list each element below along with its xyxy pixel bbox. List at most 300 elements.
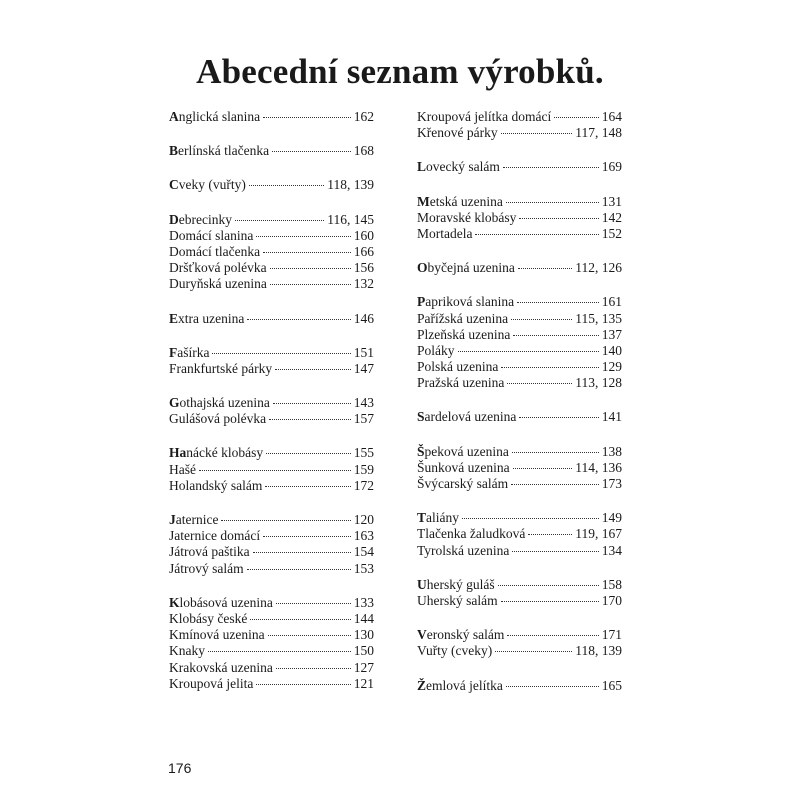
- entry-name: [417, 194, 503, 210]
- entry-pages: 162: [353, 109, 374, 124]
- entry-text: Gulášová polévka: [169, 411, 267, 427]
- dot-leader: [199, 470, 351, 471]
- index-letter-group: [417, 294, 622, 391]
- entry-pages: 171: [601, 627, 622, 643]
- dot-leader: [221, 520, 350, 521]
- entry-name: [169, 627, 265, 643]
- dot-leader: [513, 468, 573, 469]
- entry-name: [169, 109, 260, 125]
- index-entry: [169, 276, 374, 292]
- entry-initial: Š: [417, 443, 425, 459]
- index-entry: [417, 311, 622, 327]
- index-entry: [417, 359, 622, 375]
- entry-text: emlová jelítka: [426, 677, 503, 693]
- entry-name: [417, 444, 509, 460]
- index-entry: [417, 526, 622, 542]
- index-entry: [417, 444, 622, 460]
- entry-initial: U: [417, 576, 427, 592]
- entry-initial: E: [169, 310, 179, 326]
- index-entry: [169, 611, 374, 627]
- index-entry: [417, 226, 622, 242]
- entry-pages: 138: [601, 443, 622, 459]
- entry-initial: S: [417, 409, 425, 425]
- entry-text: ardelová uzenina: [424, 409, 517, 425]
- entry-initial: K: [169, 594, 180, 610]
- index-entry: [169, 228, 374, 244]
- entry-name: [417, 226, 472, 242]
- index-entry: [417, 260, 622, 276]
- dot-leader: [263, 117, 351, 118]
- entry-text: aternice: [175, 512, 219, 527]
- entry-text: Plzeňská uzenina: [417, 326, 511, 342]
- dot-leader: [270, 268, 351, 269]
- entry-pages: 118, 139: [327, 177, 374, 193]
- entry-pages: 127: [353, 659, 374, 675]
- entry-initial: A: [169, 109, 179, 124]
- entry-name: [417, 159, 500, 175]
- entry-pages: 144: [353, 610, 374, 626]
- dot-leader: [256, 236, 350, 237]
- index-entry: [169, 345, 374, 361]
- entry-name: [169, 143, 269, 159]
- index-letter-group: [417, 409, 622, 425]
- index-entry: [169, 109, 374, 125]
- dot-leader: [250, 619, 350, 620]
- index-letter-group: [417, 159, 622, 175]
- index-entry: [417, 109, 622, 125]
- index-entry: [417, 327, 622, 343]
- entry-text: othajská uzenina: [179, 395, 270, 411]
- index-letter-group: [169, 395, 374, 427]
- index-entry: [169, 143, 374, 159]
- entry-name: [169, 411, 266, 427]
- dot-leader: [517, 302, 599, 303]
- entry-pages: 131: [601, 193, 622, 209]
- entry-pages: 158: [601, 576, 622, 592]
- entry-name: [417, 643, 492, 659]
- entry-name: [417, 593, 498, 609]
- index-letter-group: [417, 260, 622, 276]
- entry-text: Tlačenka žaludková: [417, 526, 526, 542]
- entry-pages: 165: [601, 677, 622, 693]
- entry-text: Domácí tlačenka: [169, 243, 261, 259]
- entry-name: [169, 528, 260, 544]
- entry-pages: 147: [353, 360, 374, 376]
- entry-name: [169, 544, 250, 560]
- entry-text: Křenové párky: [417, 125, 498, 141]
- entry-text: Játrová paštika: [169, 544, 250, 560]
- entry-pages: 164: [601, 109, 622, 124]
- entry-pages: 121: [353, 675, 374, 691]
- index-letter-group: [417, 444, 622, 493]
- entry-text: ebrecinky: [178, 211, 232, 227]
- entry-text: Klobásy české: [169, 610, 248, 626]
- entry-name: [169, 512, 218, 528]
- entry-text: apriková slanina: [425, 294, 515, 310]
- dot-leader: [269, 419, 351, 420]
- entry-pages: 115, 135: [575, 310, 622, 326]
- entry-text: Játrový salám: [169, 560, 244, 576]
- entry-text: peková uzenina: [424, 443, 509, 459]
- entry-text: Vuřty (cveky): [417, 643, 493, 659]
- entry-name: [417, 543, 509, 559]
- entry-text: Poláky: [417, 342, 455, 358]
- dot-leader: [528, 534, 572, 535]
- index-entry: [169, 478, 374, 494]
- entry-name: [169, 445, 263, 461]
- entry-pages: 116, 145: [327, 211, 374, 227]
- dot-leader: [501, 601, 599, 602]
- entry-initial: Ha: [169, 445, 187, 461]
- entry-name: [169, 561, 244, 577]
- dot-leader: [512, 551, 598, 552]
- index-entry: [417, 409, 622, 425]
- index-entry: [417, 343, 622, 359]
- index-letter-group: [417, 109, 622, 141]
- dot-leader: [511, 319, 572, 320]
- dot-leader: [263, 536, 351, 537]
- entry-pages: 118, 139: [575, 643, 622, 659]
- index-letter-group: [169, 212, 374, 293]
- index-entry: [169, 177, 374, 193]
- entry-pages: 152: [601, 225, 622, 241]
- entry-name: [169, 228, 253, 244]
- entry-name: [169, 643, 205, 659]
- dot-leader: [513, 335, 598, 336]
- entry-text: veky (vuřty): [178, 177, 246, 193]
- entry-text: Holandský salám: [169, 477, 263, 493]
- entry-initial: F: [169, 344, 178, 360]
- index-entry: [169, 361, 374, 377]
- index-entry: [169, 260, 374, 276]
- entry-name: [169, 276, 267, 292]
- entry-name: [169, 478, 262, 494]
- entry-initial: Ž: [417, 677, 427, 693]
- entry-initial: O: [417, 260, 428, 276]
- entry-text: herský guláš: [426, 576, 495, 592]
- index-entry: [417, 476, 622, 492]
- dot-leader: [247, 319, 350, 320]
- entry-pages: 159: [353, 461, 374, 477]
- entry-pages: 153: [353, 560, 374, 576]
- dot-leader: [507, 635, 598, 636]
- page-number: 176: [168, 760, 192, 776]
- index-entry: [417, 593, 622, 609]
- index-entry: [169, 395, 374, 411]
- entry-text: Pražská uzenina: [417, 375, 505, 391]
- entry-name: [169, 595, 273, 611]
- entry-name: [169, 462, 196, 478]
- dot-leader: [554, 117, 599, 118]
- entry-text: Šunková uzenina: [417, 459, 510, 475]
- entry-name: [169, 676, 253, 692]
- entry-pages: 112, 126: [575, 260, 622, 276]
- entry-pages: 130: [353, 627, 374, 643]
- index-letter-group: [169, 311, 374, 327]
- dot-leader: [501, 133, 573, 134]
- dot-leader: [235, 220, 324, 221]
- dot-leader: [270, 284, 351, 285]
- entry-name: [417, 260, 515, 276]
- entry-pages: 146: [353, 310, 374, 326]
- index-letter-group: [417, 627, 622, 659]
- entry-pages: 161: [601, 294, 622, 310]
- entry-name: [169, 345, 209, 361]
- index-entry: [169, 528, 374, 544]
- dot-leader: [507, 383, 572, 384]
- entry-text: Domácí slanina: [169, 227, 254, 243]
- entry-pages: 132: [353, 276, 374, 292]
- entry-text: Knaky: [169, 643, 205, 659]
- dot-leader: [273, 403, 351, 404]
- dot-leader: [253, 552, 351, 553]
- index-letter-group: [169, 512, 374, 577]
- dot-leader: [495, 651, 572, 652]
- index-column-right: [417, 109, 622, 712]
- entry-text: aliány: [426, 510, 460, 526]
- index-entry: [169, 561, 374, 577]
- index-entry: [417, 543, 622, 559]
- entry-name: [169, 177, 246, 193]
- entry-text: ašírka: [177, 344, 210, 360]
- entry-pages: 154: [353, 544, 374, 560]
- entry-pages: 114, 136: [575, 459, 622, 475]
- dot-leader: [498, 585, 599, 586]
- entry-pages: 157: [353, 411, 374, 427]
- entry-text: Kmínová uzenina: [169, 627, 265, 643]
- entry-name: [417, 125, 498, 141]
- entry-text: Moravské klobásy: [417, 209, 517, 225]
- entry-initial: V: [417, 627, 427, 643]
- entry-text: Frankfurtské párky: [169, 360, 273, 376]
- dot-leader: [518, 268, 572, 269]
- dot-leader: [276, 668, 351, 669]
- entry-text: nácké klobásy: [186, 445, 264, 461]
- index-letter-group: [417, 678, 622, 694]
- dot-leader: [501, 367, 598, 368]
- entry-name: [417, 460, 510, 476]
- dot-leader: [266, 453, 351, 454]
- entry-pages: 120: [353, 512, 374, 527]
- index-entry: [169, 212, 374, 228]
- entry-name: [417, 375, 504, 391]
- entry-pages: 166: [353, 243, 374, 259]
- dot-leader: [275, 369, 351, 370]
- entry-text: Jaternice domácí: [169, 528, 261, 544]
- index-letter-group: [169, 445, 374, 494]
- entry-text: Dršťková polévka: [169, 260, 267, 276]
- index-entry: [169, 660, 374, 676]
- entry-initial: C: [169, 177, 179, 193]
- entry-pages: 156: [353, 260, 374, 276]
- index-entry: [169, 445, 374, 461]
- index-entry: [417, 678, 622, 694]
- entry-pages: 160: [353, 227, 374, 243]
- entry-pages: 143: [353, 395, 374, 411]
- index-entry: [169, 595, 374, 611]
- index-letter-group: [417, 194, 622, 243]
- entry-pages: 141: [601, 409, 622, 425]
- entry-text: Pařížská uzenina: [417, 310, 509, 326]
- entry-pages: 140: [601, 342, 622, 358]
- dot-leader: [462, 518, 599, 519]
- dot-leader: [272, 151, 351, 152]
- dot-leader: [475, 234, 598, 235]
- dot-leader: [268, 635, 351, 636]
- dot-leader: [263, 252, 351, 253]
- index-column-left: [169, 109, 374, 710]
- dot-leader: [506, 202, 599, 203]
- dot-leader: [511, 484, 599, 485]
- dot-leader: [212, 353, 350, 354]
- index-entry: [417, 460, 622, 476]
- entry-text: ovecký salám: [426, 159, 500, 175]
- entry-initial: D: [169, 211, 179, 227]
- index-entry: [417, 643, 622, 659]
- entry-text: Polská uzenina: [417, 359, 499, 375]
- entry-text: etská uzenina: [429, 193, 503, 209]
- index-letter-group: [169, 595, 374, 692]
- entry-name: [417, 109, 551, 125]
- entry-pages: 149: [601, 510, 622, 526]
- entry-name: [417, 409, 516, 425]
- index-letter-group: [417, 577, 622, 609]
- entry-name: [417, 476, 508, 492]
- entry-name: [169, 611, 247, 627]
- entry-pages: 119, 167: [575, 526, 622, 542]
- entry-text: Švýcarský salám: [417, 476, 509, 491]
- entry-text: xtra uzenina: [178, 310, 245, 326]
- entry-name: [417, 627, 504, 643]
- entry-name: [169, 660, 273, 676]
- entry-pages: 155: [353, 445, 374, 461]
- entry-pages: 134: [601, 542, 622, 558]
- index-entry: [417, 627, 622, 643]
- entry-pages: 151: [353, 344, 374, 360]
- index-letter-group: [169, 345, 374, 377]
- index-entry: [417, 125, 622, 141]
- dot-leader: [506, 686, 599, 687]
- dot-leader: [519, 218, 598, 219]
- entry-pages: 163: [353, 528, 374, 544]
- index-entry: [169, 512, 374, 528]
- index-entry: [169, 676, 374, 692]
- entry-name: [169, 395, 270, 411]
- dot-leader: [503, 167, 599, 168]
- entry-text: byčejná uzenina: [427, 260, 515, 276]
- entry-pages: 170: [601, 592, 622, 608]
- entry-initial: L: [417, 159, 427, 175]
- entry-pages: 169: [601, 159, 622, 175]
- index-entry: [169, 627, 374, 643]
- entry-text: Kroupová jelita: [169, 675, 254, 691]
- entry-initial: P: [417, 294, 426, 310]
- entry-initial: M: [417, 193, 430, 209]
- entry-name: [417, 343, 455, 359]
- dot-leader: [458, 351, 599, 352]
- index-entry: [417, 577, 622, 593]
- entry-name: [417, 210, 516, 226]
- entry-text: erlínská tlačenka: [178, 143, 270, 159]
- entry-initial: G: [169, 395, 180, 411]
- entry-name: [169, 244, 260, 260]
- index-letter-group: [417, 510, 622, 559]
- dot-leader: [276, 603, 351, 604]
- entry-name: [417, 678, 503, 694]
- entry-text: Kroupová jelítka domácí: [417, 109, 552, 124]
- entry-name: [417, 327, 510, 343]
- dot-leader: [512, 452, 599, 453]
- entry-initial: T: [417, 510, 427, 526]
- entry-text: Tyrolská uzenina: [417, 542, 510, 558]
- index-entry: [417, 294, 622, 310]
- dot-leader: [265, 486, 350, 487]
- entry-text: eronský salám: [426, 627, 505, 643]
- entry-text: Mortadela: [417, 225, 473, 241]
- index-letter-group: [169, 177, 374, 193]
- index-entry: [417, 510, 622, 526]
- entry-pages: 129: [601, 359, 622, 375]
- entry-name: [169, 361, 272, 377]
- dot-leader: [256, 684, 350, 685]
- entry-name: [417, 526, 525, 542]
- dot-leader: [247, 569, 351, 570]
- index-entry: [417, 210, 622, 226]
- entry-name: [169, 212, 232, 228]
- index-entry: [417, 375, 622, 391]
- index-entry: [417, 194, 622, 210]
- entry-name: [417, 311, 508, 327]
- entry-initial: J: [169, 512, 176, 527]
- entry-name: [417, 294, 514, 310]
- index-entry: [417, 159, 622, 175]
- index-entry: [169, 462, 374, 478]
- entry-pages: 137: [601, 326, 622, 342]
- entry-text: nglická slanina: [178, 109, 261, 124]
- index-entry: [169, 544, 374, 560]
- dot-leader: [519, 417, 598, 418]
- index-entry: [169, 244, 374, 260]
- entry-text: Duryňská uzenina: [169, 276, 267, 292]
- entry-name: [417, 359, 498, 375]
- page-title: Abecední seznam výrobků.: [196, 52, 604, 91]
- entry-pages: 142: [601, 209, 622, 225]
- entry-pages: 150: [353, 643, 374, 659]
- entry-text: Uherský salám: [417, 592, 498, 608]
- entry-name: [417, 577, 495, 593]
- entry-name: [169, 311, 244, 327]
- index-entry: [169, 411, 374, 427]
- entry-pages: 117, 148: [575, 125, 622, 141]
- entry-name: [169, 260, 267, 276]
- entry-name: [417, 510, 459, 526]
- entry-pages: 133: [353, 594, 374, 610]
- entry-pages: 168: [353, 143, 374, 159]
- entry-text: lobásová uzenina: [179, 594, 273, 610]
- entry-text: Krakovská uzenina: [169, 659, 273, 675]
- index-letter-group: [169, 143, 374, 159]
- dot-leader: [208, 651, 351, 652]
- index-entry: [169, 311, 374, 327]
- dot-leader: [249, 185, 324, 186]
- entry-pages: 113, 128: [575, 375, 622, 391]
- index-entry: [169, 643, 374, 659]
- entry-pages: 172: [353, 477, 374, 493]
- entry-text: Hašé: [169, 461, 196, 477]
- entry-initial: B: [169, 143, 179, 159]
- index-letter-group: [169, 109, 374, 125]
- entry-pages: 173: [601, 476, 622, 491]
